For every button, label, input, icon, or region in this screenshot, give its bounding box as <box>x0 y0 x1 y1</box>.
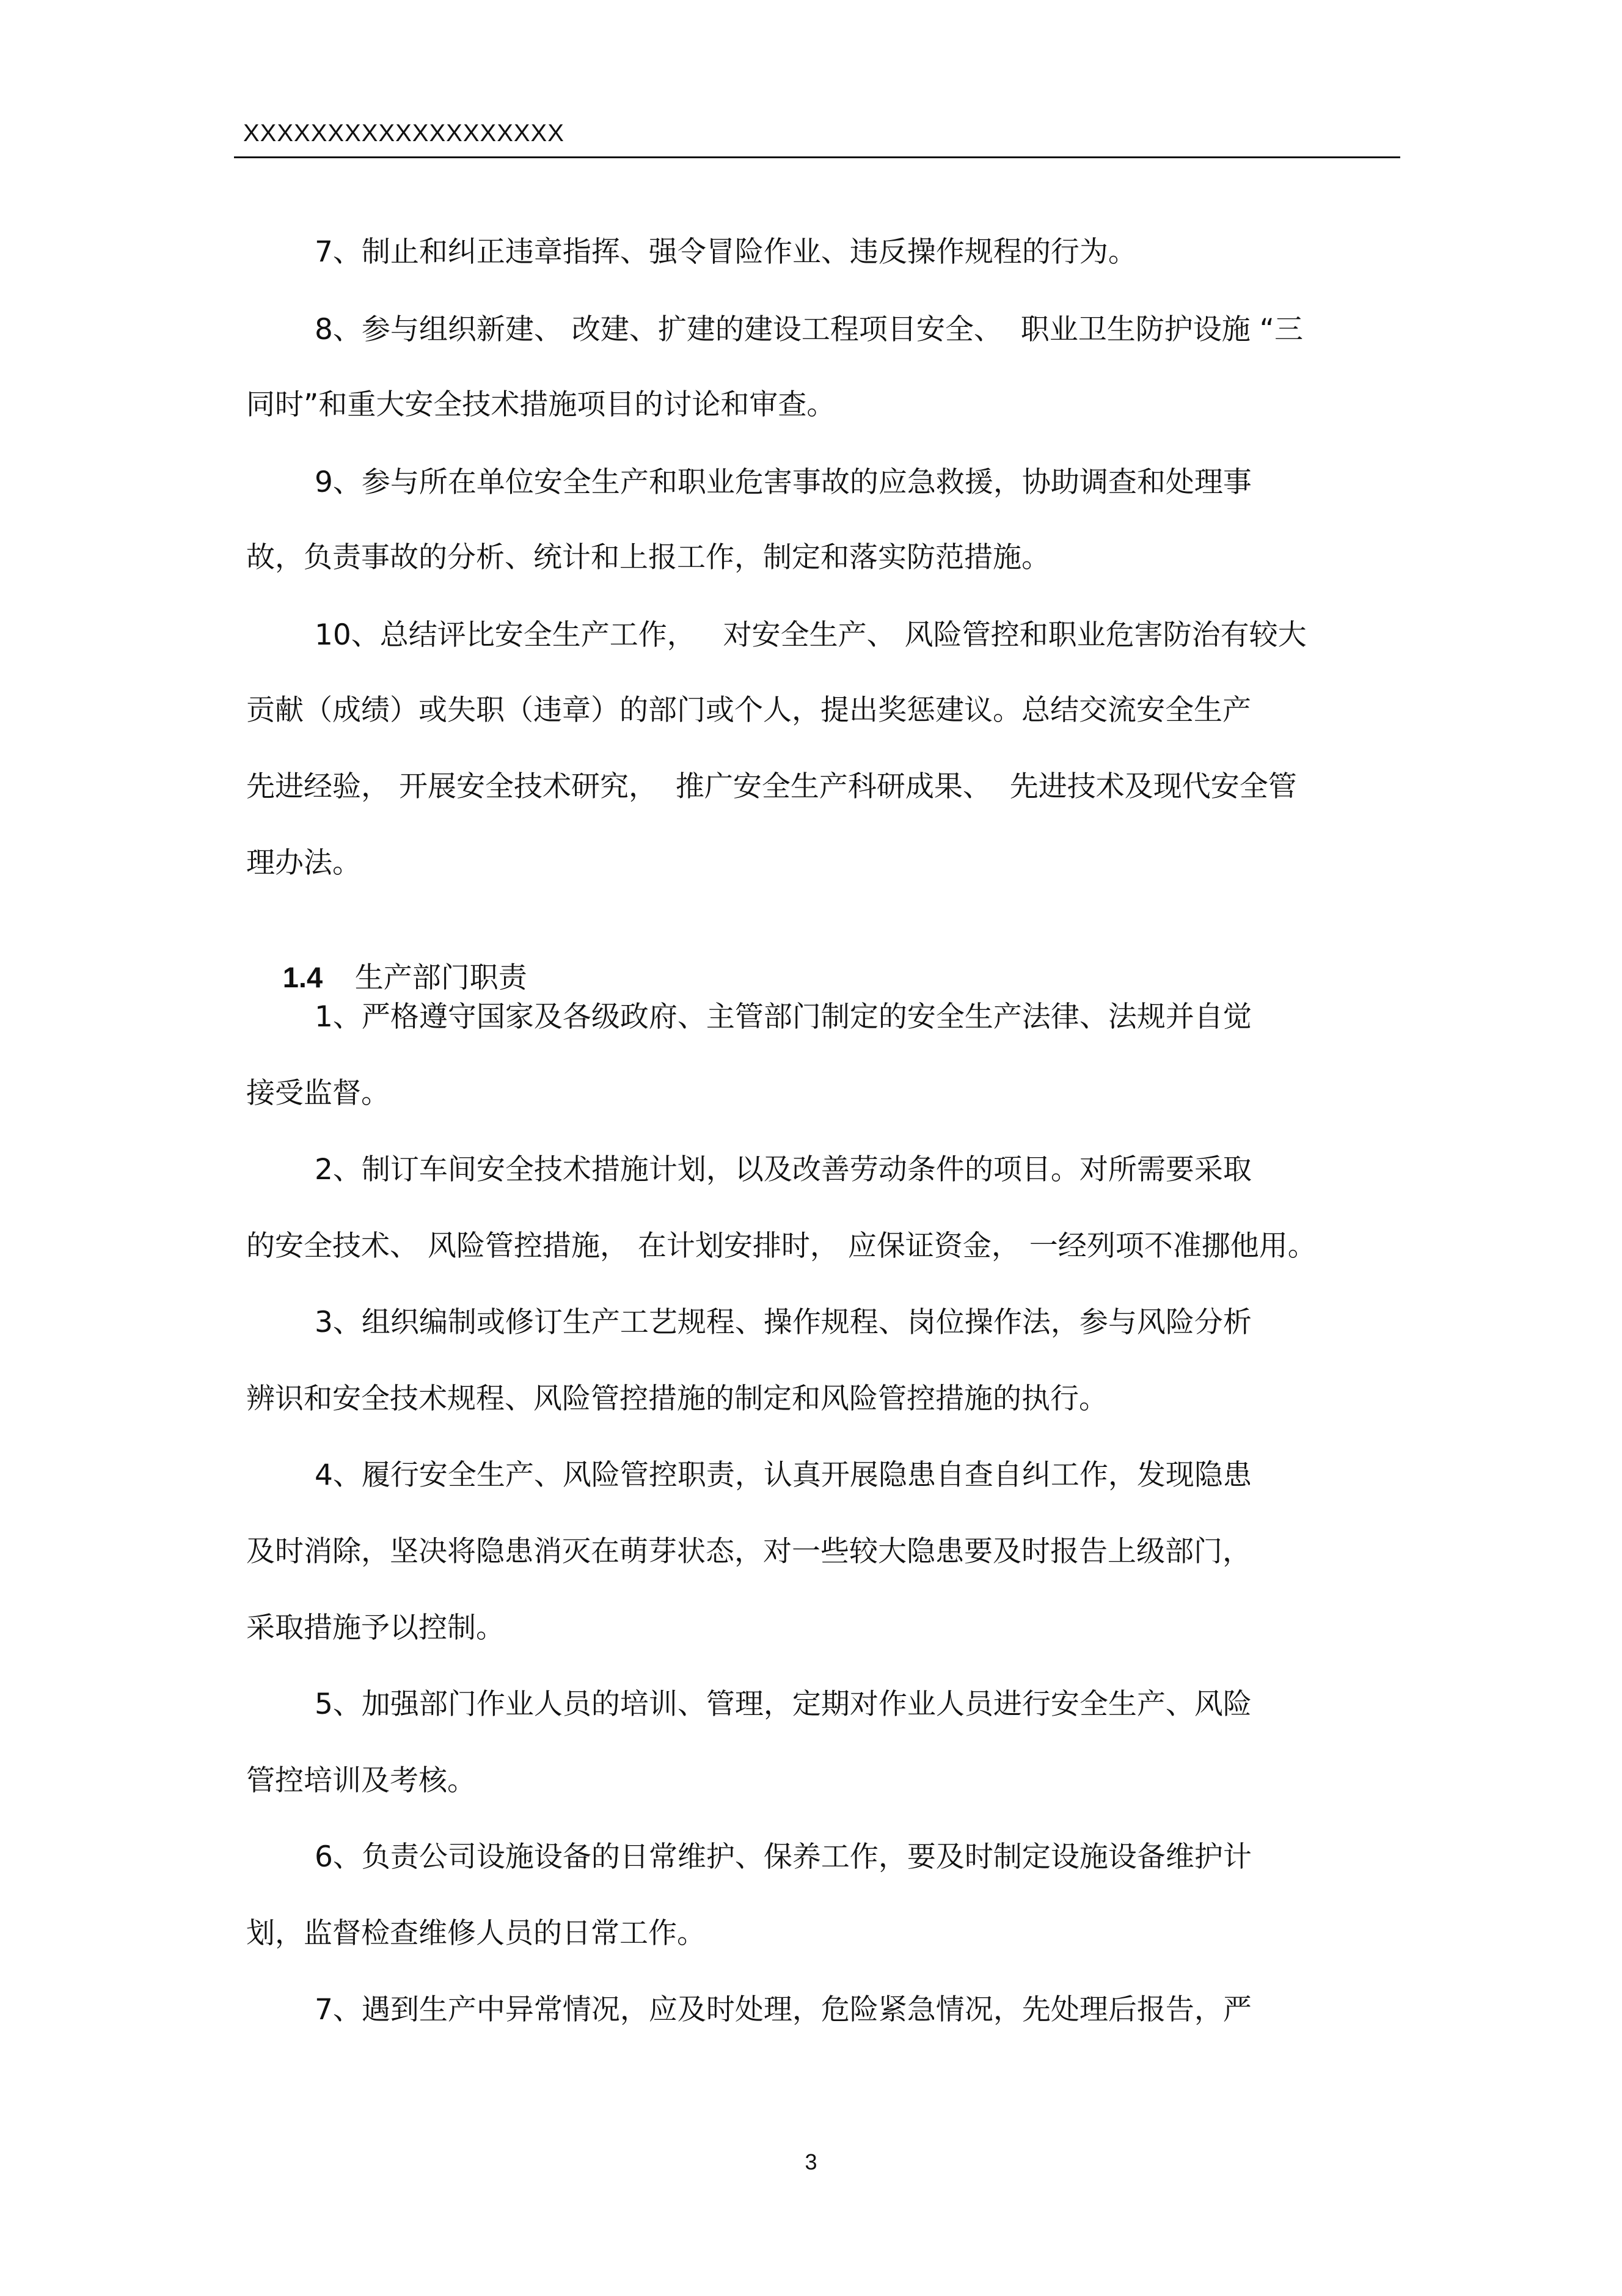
paragraph-line: 9、参与所在单位安全生产和职业危害事故的应急救援，协助调查和处理事 <box>315 466 1252 499</box>
paragraph-line: 划，监督检查维修人员的日常工作。 <box>246 1917 706 1950</box>
paragraph-line: 3、组织编制或修订生产工艺规程、操作规程、岗位操作法，参与风险分析 <box>315 1306 1252 1339</box>
paragraph-line: 贡献（成绩）或失职（违章）的部门或个人，提出奖惩建议。总结交流安全生产 <box>246 693 1251 727</box>
paragraph-line: 故，负责事故的分析、统计和上报工作，制定和落实防范措施。 <box>246 541 1050 574</box>
paragraph-line: 7、制止和纠正违章指挥、强令冒险作业、违反操作规程的行为。 <box>315 235 1137 269</box>
paragraph-line: 管控培训及考核。 <box>246 1764 476 1797</box>
paragraph-line: 接受监督。 <box>246 1077 390 1110</box>
section-title: 生产部门职责 <box>354 961 527 995</box>
paragraph-line: 2、制订车间安全技术措施计划，以及改善劳动条件的项目。对所需要采取 <box>315 1153 1252 1186</box>
paragraph-line: 6、负责公司设施设备的日常维护、保养工作，要及时制定设施设备维护计 <box>315 1840 1252 1874</box>
paragraph-line: 8、参与组织新建、 改建、扩建的建设工程项目安全、 职业卫生防护设施 “三 <box>315 313 1304 346</box>
paragraph-line: 1、严格遵守国家及各级政府、主管部门制定的安全生产法律、法规并自觉 <box>315 1000 1252 1034</box>
paragraph-line: 10、总结评比安全生产工作， 对安全生产、 风险管控和职业危害防治有较大 <box>315 618 1307 652</box>
paragraph-line: 及时消除，坚决将隐患消灭在萌芽状态，对一些较大隐患要及时报告上级部门， <box>246 1535 1251 1568</box>
paragraph-line: 采取措施予以控制。 <box>246 1611 505 1645</box>
page-number: 3 <box>805 2149 817 2174</box>
paragraph-line: 同时”和重大安全技术措施项目的讨论和审查。 <box>246 388 836 422</box>
section-number: 1.4 <box>282 961 323 993</box>
paragraph-line: 7、遇到生产中异常情况，应及时处理，危险紧急情况，先处理后报告，严 <box>315 1993 1252 2027</box>
header-rule <box>234 156 1400 158</box>
paragraph-line: 辨识和安全技术规程、风险管控措施的制定和风险管控措施的执行。 <box>246 1382 1108 1416</box>
paragraph-line: 理办法。 <box>246 846 361 880</box>
paragraph-line: 先进经验， 开展安全技术研究， 推广安全生产科研成果、 先进技术及现代安全管 <box>246 770 1297 803</box>
paragraph-line: 的安全技术、 风险管控措施， 在计划安排时， 应保证资金， 一经列项不准挪他用。 <box>246 1229 1317 1263</box>
running-header: XXXXXXXXXXXXXXXXXXX <box>243 120 564 147</box>
paragraph-line: 4、履行安全生产、风险管控职责，认真开展隐患自查自纠工作，发现隐患 <box>315 1458 1252 1492</box>
paragraph-line: 5、加强部门作业人员的培训、管理，定期对作业人员进行安全生产、风险 <box>315 1687 1252 1721</box>
